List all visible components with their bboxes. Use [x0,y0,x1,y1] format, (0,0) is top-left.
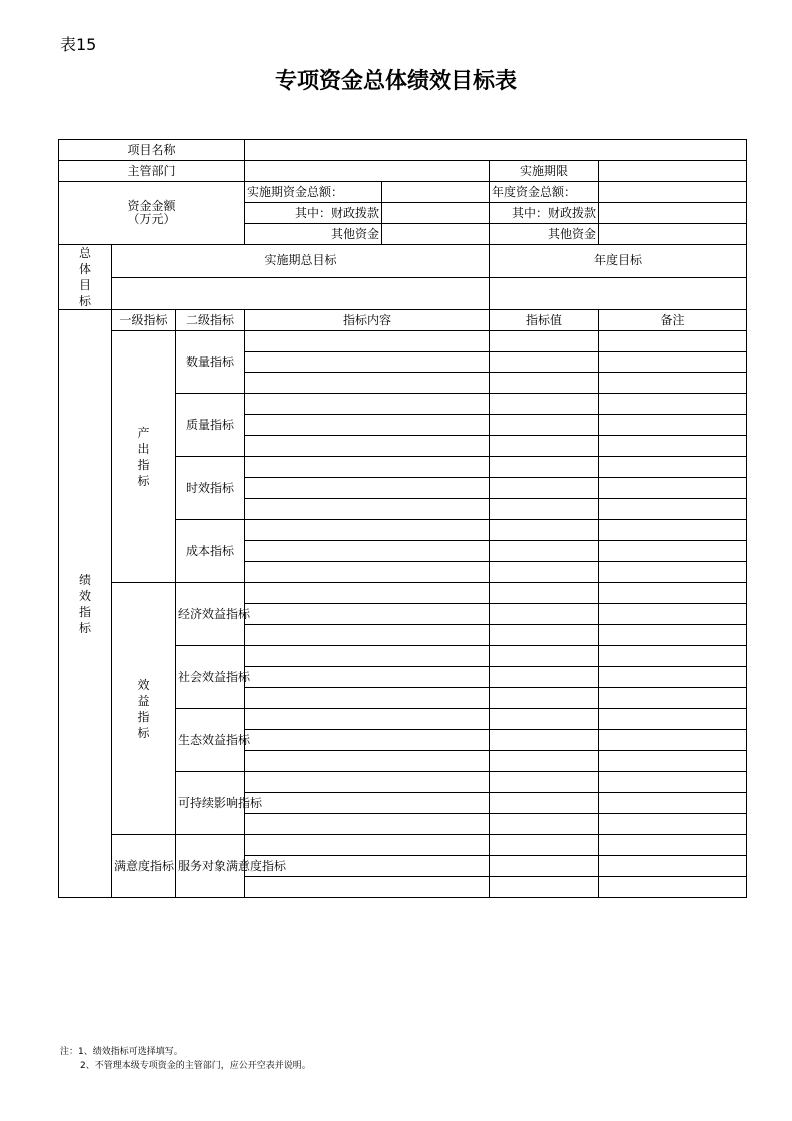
remark-cell[interactable] [599,877,747,898]
value-cell[interactable] [490,667,599,688]
performance-goal-table [58,139,747,898]
content-cell[interactable] [245,793,490,814]
content-cell[interactable] [245,478,490,499]
content-cell[interactable] [245,436,490,457]
value-cell[interactable] [490,646,599,667]
remark-cell[interactable] [599,541,747,562]
remark-cell[interactable] [599,331,747,352]
year-goal-field[interactable] [490,277,747,310]
table-number: 表15 [60,35,97,54]
value-cell[interactable] [490,835,599,856]
sustainability-indicator-label: 可持续影响指标 [176,772,245,835]
row-goal-header [59,245,747,278]
table-row [59,835,747,856]
remark-cell[interactable] [599,520,747,541]
period-goal-field[interactable] [112,277,490,310]
content-cell[interactable] [245,835,490,856]
value-cell[interactable] [490,877,599,898]
value-cell[interactable] [490,436,599,457]
page-title: 专项资金总体绩效目标表 [274,68,517,94]
content-cell[interactable] [245,814,490,835]
remark-cell[interactable] [599,688,747,709]
remark-cell[interactable] [599,793,747,814]
period-total-label: 实施期资金总额： [245,182,382,203]
level2-header: 二级指标 [176,310,245,331]
year-total-label: 年度资金总额： [490,182,599,203]
satisfaction-indicator-label: 满意度指标 [112,835,176,898]
period-goal-header: 实施期总目标 [112,245,490,278]
dept-label: 主管部门 [59,161,245,182]
remark-cell[interactable] [599,772,747,793]
period-fiscal-label: 其中：财政拨款 [245,203,382,224]
remark-cell[interactable] [599,646,747,667]
remark-cell[interactable] [599,352,747,373]
content-cell[interactable] [245,562,490,583]
remark-cell[interactable] [599,667,747,688]
content-cell[interactable] [245,331,490,352]
period-label: 实施期限 [490,161,599,182]
value-cell[interactable] [490,814,599,835]
project-name-label: 项目名称 [59,140,245,161]
remark-cell[interactable] [599,394,747,415]
timeliness-indicator-label: 时效指标 [176,457,245,520]
remark-cell[interactable] [599,457,747,478]
value-cell[interactable] [490,709,599,730]
remark-cell[interactable] [599,583,747,604]
value-cell[interactable] [490,520,599,541]
content-cell[interactable] [245,520,490,541]
value-cell[interactable] [490,856,599,877]
remark-cell[interactable] [599,415,747,436]
remark-cell[interactable] [599,499,747,520]
content-header: 指标内容 [245,310,490,331]
content-cell[interactable] [245,709,490,730]
value-cell[interactable] [490,394,599,415]
value-cell[interactable] [490,562,599,583]
content-cell[interactable] [245,772,490,793]
value-cell[interactable] [490,772,599,793]
cost-indicator-label: 成本指标 [176,520,245,583]
value-cell[interactable] [490,331,599,352]
row-fund-total [59,182,747,203]
remark-cell[interactable] [599,751,747,772]
content-cell[interactable] [245,730,490,751]
value-cell[interactable] [490,583,599,604]
value-cell[interactable] [490,457,599,478]
footnote-2: 2、不管理本级专项资金的主管部门，应公开空表并说明。 [80,1061,311,1071]
remark-cell[interactable] [599,436,747,457]
remark-cell[interactable] [599,562,747,583]
table-row [59,331,747,352]
period-other-label: 其他资金 [245,224,382,245]
remark-cell[interactable] [599,835,747,856]
remark-cell[interactable] [599,709,747,730]
remark-cell[interactable] [599,478,747,499]
fund-amount-label: 资金金额 （万元） [59,182,245,245]
table-row [59,583,747,604]
remark-cell[interactable] [599,814,747,835]
benefit-indicator-label: 效益指标 [112,583,176,835]
remark-header: 备注 [599,310,747,331]
value-cell[interactable] [490,478,599,499]
project-name-field[interactable] [245,140,747,161]
year-other-label: 其他资金 [490,224,599,245]
year-other-field[interactable] [599,224,747,245]
value-cell[interactable] [490,730,599,751]
content-cell[interactable] [245,352,490,373]
footnotes [60,1045,311,1073]
content-cell[interactable] [245,604,490,625]
row-dept [59,161,747,182]
row-indicator-header [59,310,747,331]
overall-goal-label: 总体目标 [59,245,112,310]
content-cell[interactable] [245,667,490,688]
period-fiscal-field[interactable] [382,203,490,224]
remark-cell[interactable] [599,604,747,625]
footnote-1: 注：1、绩效指标可选择填写。 [60,1047,183,1057]
ecological-indicator-label: 生态效益指标 [176,709,245,772]
period-field[interactable] [599,161,747,182]
content-cell[interactable] [245,457,490,478]
content-cell[interactable] [245,415,490,436]
year-fiscal-label: 其中：财政拨款 [490,203,599,224]
content-cell[interactable] [245,877,490,898]
year-total-field[interactable] [599,182,747,203]
value-cell[interactable] [490,688,599,709]
content-cell[interactable] [245,688,490,709]
value-cell[interactable] [490,352,599,373]
content-cell[interactable] [245,751,490,772]
content-cell[interactable] [245,583,490,604]
row-project-name [59,140,747,161]
performance-indicator-label: 绩效指标 [59,310,112,898]
dept-field[interactable] [245,161,490,182]
content-cell[interactable] [245,541,490,562]
level1-header: 一级指标 [112,310,176,331]
content-cell[interactable] [245,373,490,394]
year-goal-header: 年度目标 [490,245,747,278]
value-cell[interactable] [490,499,599,520]
value-cell[interactable] [490,541,599,562]
output-indicator-label: 产出指标 [112,331,176,583]
value-cell[interactable] [490,373,599,394]
remark-cell[interactable] [599,856,747,877]
remark-cell[interactable] [599,625,747,646]
value-cell[interactable] [490,625,599,646]
service-satisfaction-label: 服务对象满意度指标 [176,835,245,898]
social-indicator-label: 社会效益指标 [176,646,245,709]
value-cell[interactable] [490,415,599,436]
value-cell[interactable] [490,604,599,625]
period-other-field[interactable] [382,224,490,245]
remark-cell[interactable] [599,373,747,394]
content-cell[interactable] [245,646,490,667]
value-header: 指标值 [490,310,599,331]
content-cell[interactable] [245,499,490,520]
remark-cell[interactable] [599,730,747,751]
content-cell[interactable] [245,394,490,415]
row-goal-body [59,277,747,310]
economic-indicator-label: 经济效益指标 [176,583,245,646]
period-total-field[interactable] [382,182,490,203]
quality-indicator-label: 质量指标 [176,394,245,457]
year-fiscal-field[interactable] [599,203,747,224]
value-cell[interactable] [490,751,599,772]
content-cell[interactable] [245,625,490,646]
value-cell[interactable] [490,793,599,814]
quantity-indicator-label: 数量指标 [176,331,245,394]
